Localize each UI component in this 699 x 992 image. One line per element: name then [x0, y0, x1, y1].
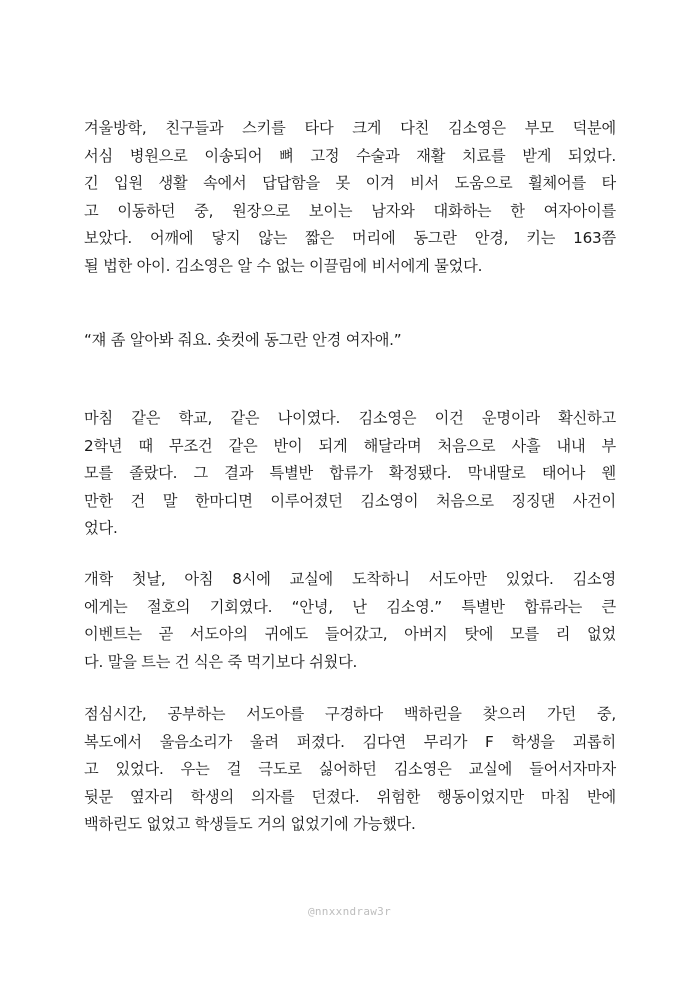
text-line: 서심 병원으로 이송되어 뼈 고정 수술과 재활 치료를 받게 되었다.: [84, 146, 616, 165]
text-line: 다. 말을 트는 건 식은 죽 먹기보다 쉬웠다.: [84, 652, 358, 671]
text-line: 만한 건 말 한마디면 이루어졌던 김소영이 처음으로 징징댄 사건이: [84, 491, 616, 510]
paragraph-3: [84, 566, 616, 676]
text-line: 2학년 때 무조건 같은 반이 되게 해달라며 처음으로 사흘 내내 부: [84, 436, 616, 455]
dialogue-line: [84, 327, 616, 355]
text-line: 보았다. 어깨에 닿지 않는 짧은 머리에 동그란 안경, 키는 163쯤: [84, 229, 616, 248]
text-line: 백하린도 없었고 학생들도 거의 없었기에 가능했다.: [84, 815, 416, 834]
text-line: 될 법한 아이. 김소영은 알 수 없는 이끌림에 비서에게 물었다.: [84, 256, 483, 275]
author-watermark: @nnxxndraw3r: [307, 905, 392, 918]
paragraph-1: [84, 115, 616, 281]
text-line: 에게는 절호의 기회였다. “안녕, 난 김소영.” 특별반 합류라는 큰: [84, 597, 616, 616]
text-line: 고 이동하던 중, 원장으로 보이는 남자와 대화하는 한 여자아이를: [84, 201, 616, 220]
text-line: 점심시간, 공부하는 서도아를 구경하다 백하린을 찾으러 가던 중,: [84, 705, 616, 723]
text-line: 었다.: [84, 519, 118, 538]
text-line: 겨울방학, 친구들과 스키를 타다 크게 다친 김소영은 부모 덕분에: [84, 119, 616, 137]
text-line: 개학 첫날, 아침 8시에 교실에 도착하니 서도아만 있었다. 김소영: [84, 570, 616, 588]
text-line: 복도에서 울음소리가 울려 퍼졌다. 김다연 무리가 F 학생을 괴롭히: [84, 732, 616, 751]
text-line: 뒷문 옆자리 학생의 의자를 던졌다. 위험한 행동이었지만 마침 반에: [84, 787, 616, 806]
text-line: 고 있었다. 우는 걸 극도로 싫어하던 김소영은 교실에 들어서자마자: [84, 760, 616, 779]
text-line: 긴 입원 생활 속에서 답답함을 못 이겨 비서 도움으로 휠체어를 타: [84, 174, 616, 193]
text-line: 모를 졸랐다. 그 결과 특별반 합류가 확정됐다. 막내딸로 태어나 웬: [84, 464, 616, 483]
text-line: 이벤트는 곧 서도아의 귀에도 들어갔고, 아버지 탓에 모를 리 없었: [84, 625, 616, 644]
text-line: 마침 같은 학교, 같은 나이였다. 김소영은 이건 운명이라 확신하고: [84, 409, 616, 427]
paragraph-2: [84, 405, 616, 543]
paragraph-4: [84, 701, 616, 839]
text-line: “쟤 좀 알아봐 줘요. 숏컷에 동그란 안경 여자애.”: [84, 331, 402, 349]
